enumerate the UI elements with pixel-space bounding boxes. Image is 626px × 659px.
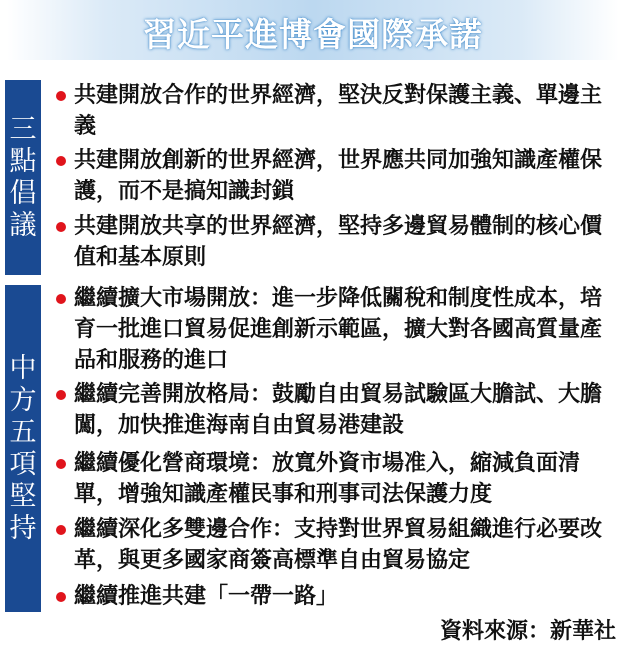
section-label-five-commitments: [5, 285, 41, 612]
list-item-text: 繼續推進共建「一帶一路」: [74, 584, 339, 609]
source-credit: 資料來源：新華社: [439, 618, 616, 644]
bullet-dot-icon: [56, 525, 66, 535]
section-label-char: 三: [9, 113, 37, 145]
list-item: [56, 379, 622, 441]
list-item-text: 共建開放合作的世界經濟，堅決反對保護主義、單邊主義: [74, 83, 603, 139]
bullet-dot-icon: [56, 222, 66, 232]
list-item: [56, 80, 622, 142]
list-item-text: 繼續優化營商環境：放寬外資市場准入，縮減負面清單，增強知識產權民事和刑事司法保護力度: [74, 451, 581, 507]
bullet-dot-icon: [56, 156, 66, 166]
list-item: [56, 581, 622, 612]
bullet-dot-icon: [56, 459, 66, 469]
section-label-char: 倡: [9, 177, 37, 209]
section-label-char: 持: [9, 512, 37, 544]
bullet-dot-icon: [56, 91, 66, 101]
section-label-char: 項: [9, 448, 37, 480]
section-label-char: 五: [9, 416, 37, 448]
section-label-three-proposals: [5, 80, 41, 275]
list-item-text: 共建開放共享的世界經濟，堅持多邊貿易體制的核心價值和基本原則: [74, 214, 603, 270]
list-item-text: 共建開放創新的世界經濟，世界應共同加強知識產權保護，而不是搞知識封鎖: [74, 148, 603, 204]
list-item: [56, 514, 622, 576]
section-label-char: 中: [9, 352, 37, 384]
section-label-char: 點: [9, 145, 37, 177]
list-item-text: 繼續完善開放格局：鼓勵自由貿易試驗區大膽試、大膽闖，加快推進海南自由貿易港建設: [74, 382, 603, 438]
bullet-dot-icon: [56, 592, 66, 602]
list-item-text: 繼續深化多雙邊合作：支持對世界貿易組織進行必要改革，與更多國家商簽高標準自由貿易協定: [74, 517, 603, 573]
section-label-char: 議: [9, 209, 37, 241]
list-item-text: 繼續擴大市場開放：進一步降低關稅和制度性成本，培育一批進口貿易促進創新示範區，擴大對各國高質量產品和服務的進口: [74, 286, 603, 373]
page-title: 習近平進博會國際承諾: [143, 15, 483, 54]
list-item: [56, 211, 622, 273]
bullet-dot-icon: [56, 390, 66, 400]
list-item: [56, 448, 622, 510]
list-item: [56, 283, 622, 376]
section-label-char: 堅: [9, 480, 37, 512]
bullet-dot-icon: [56, 294, 66, 304]
section-label-char: 方: [9, 384, 37, 416]
list-item: [56, 145, 622, 207]
title-banner: [7, 0, 619, 60]
